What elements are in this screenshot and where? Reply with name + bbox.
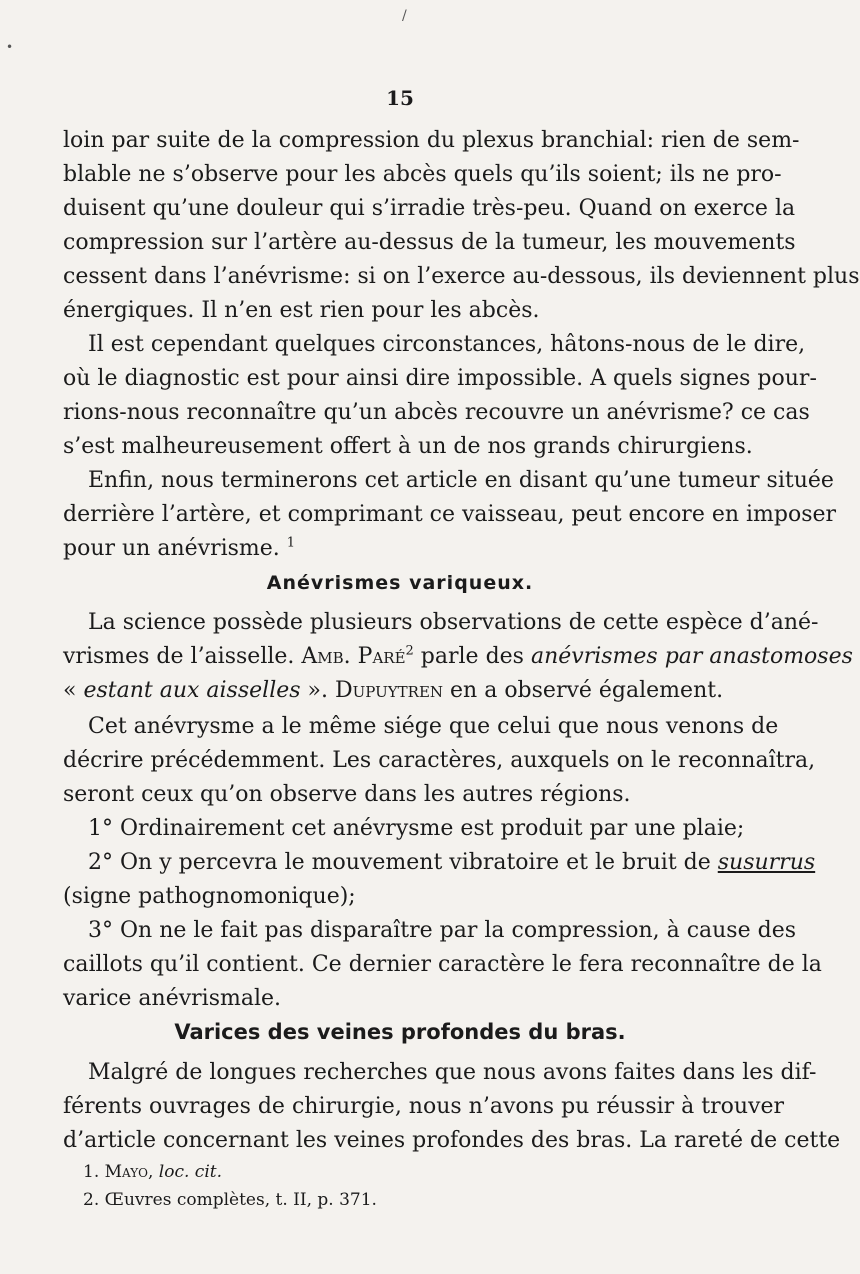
pencil-slash-mark: /	[402, 8, 407, 24]
text-line: La science possède plusieurs observations de cette espèce d’ané-	[88, 610, 819, 635]
text-line: seront ceux qu’on observe dans les autres régions.	[63, 782, 631, 807]
footnote-ref: 1	[286, 535, 296, 551]
text-line: rions-nous reconnaître qu’un abcès recouvre un anévrisme? ce cas	[63, 400, 810, 425]
text-fragment: ,	[147, 1162, 159, 1182]
footnote-ref: 2	[405, 643, 414, 659]
text-line: Malgré de longues recherches que nous avons faites dans les dif-	[88, 1060, 817, 1085]
text-line	[63, 532, 295, 566]
footnote: 2. Œuvres complètes, t. II, p. 371.	[83, 1190, 377, 1210]
italic-phrase: loc. cit.	[158, 1162, 222, 1182]
text-line: Enfin, nous terminerons cet article en disant qu’une tumeur située	[88, 468, 834, 493]
footnote	[83, 1162, 222, 1182]
text-line: caillots qu’il contient. Ce dernier caractère le fera reconnaître de la	[63, 952, 822, 977]
text-line: décrire précédemment. Les caractères, auxquels on le reconnaîtra,	[63, 748, 816, 773]
text-line: s’est malheureusement offert à un de nos grands chirurgiens.	[63, 434, 753, 459]
author-name: Dupuytren	[335, 678, 444, 703]
text-line: blable ne s’observe pour les abcès quels qu’ils soient; ils ne pro-	[63, 162, 782, 187]
margin-dot-mark: •	[6, 40, 14, 54]
text-line: férents ouvrages de chirurgie, nous n’avons pu réussir à trouver	[63, 1094, 784, 1119]
italic-phrase: susurrus	[717, 850, 816, 875]
text-line: compression sur l’artère au-dessus de la tumeur, les mouvements	[63, 230, 796, 255]
list-item	[88, 846, 815, 880]
text-fragment: en a observé également.	[443, 678, 724, 703]
text-fragment: 2° On y percevra le mouvement vibratoire et le bruit de	[88, 850, 718, 875]
text-fragment: parle des	[413, 644, 531, 669]
text-line: (signe pathognomonique);	[63, 884, 356, 909]
text-line: énergiques. Il n’en est rien pour les abcès.	[63, 298, 540, 323]
text-line	[63, 674, 723, 708]
text-line: varice anévrismale.	[63, 986, 282, 1011]
text-line: Il est cependant quelques circonstances, hâtons-nous de le dire,	[88, 332, 806, 357]
italic-phrase: anévrismes par anastomoses	[530, 644, 853, 669]
text-line: loin par suite de la compression du plexus branchial: rien de sem-	[63, 128, 800, 153]
author-name: Mayo	[104, 1162, 148, 1182]
footnote-number: 1.	[83, 1162, 105, 1182]
author-name: Amb. Paré	[301, 644, 406, 669]
section-heading: Anévrismes variqueux.	[266, 572, 534, 594]
text-line: Cet anévrysme a le même siége que celui que nous venons de	[88, 714, 779, 739]
text-line: d’article concernant les veines profondes des bras. La rareté de cette	[63, 1128, 841, 1153]
text-line: duisent qu’une douleur qui s’irradie très-peu. Quand on exerce la	[63, 196, 796, 221]
page-number: 15	[386, 86, 414, 110]
text-fragment: pour un anévrisme.	[63, 536, 280, 561]
text-line: où le diagnostic est pour ainsi dire impossible. A quels signes pour-	[63, 366, 817, 391]
quote-mark: ».	[300, 678, 335, 703]
text-line: cessent dans l’anévrisme: si on l’exerce au-dessous, ils deviennent plus	[63, 264, 860, 289]
text-line: derrière l’artère, et comprimant ce vaisseau, peut encore en imposer	[63, 502, 837, 527]
quote-mark: «	[63, 678, 84, 703]
text-fragment: vrismes de l’aisselle.	[63, 644, 302, 669]
list-item: 1° Ordinairement cet anévrysme est produit par une plaie;	[88, 816, 745, 841]
section-heading: Varices des veines profondes du bras.	[174, 1020, 626, 1044]
italic-phrase: estant aux aisselles	[83, 678, 301, 703]
text-line	[63, 640, 853, 674]
list-item: 3° On ne le fait pas disparaître par la compression, à cause des	[88, 918, 797, 943]
